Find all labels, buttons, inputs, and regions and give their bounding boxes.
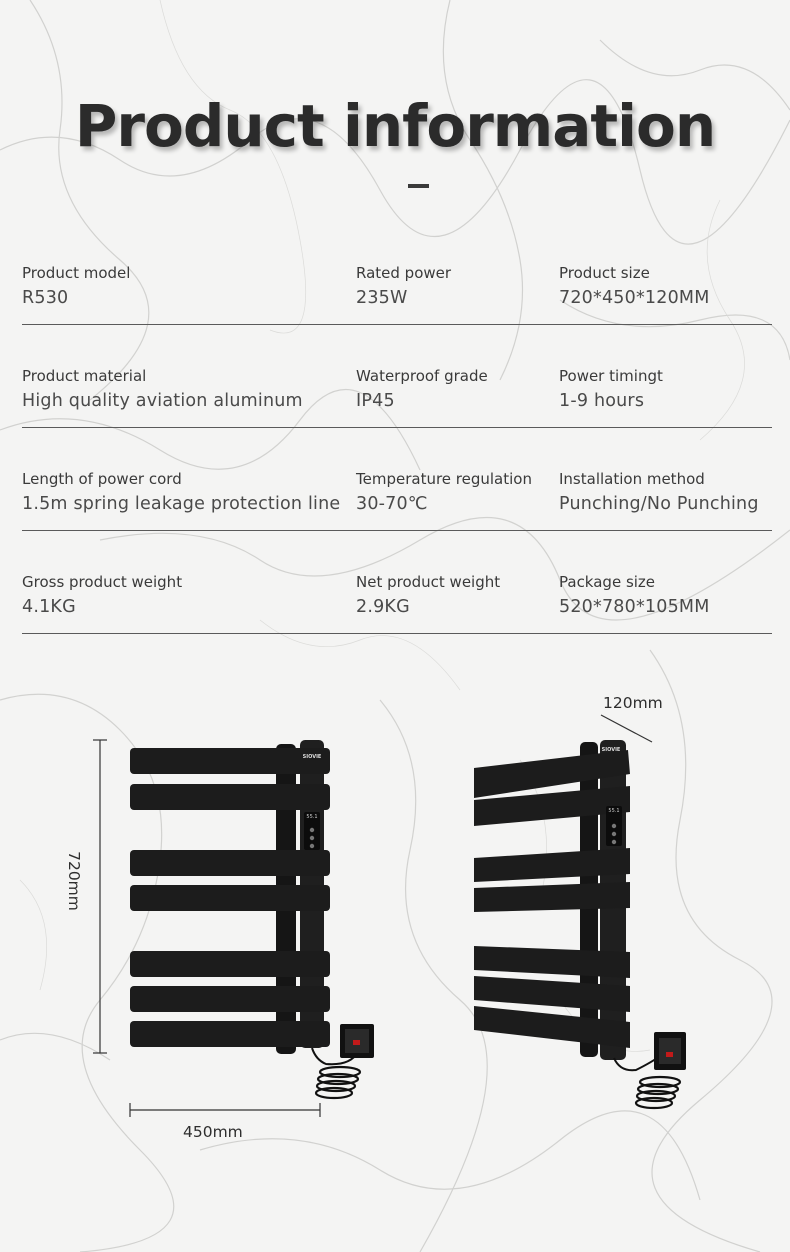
spec-label: Product model: [22, 264, 131, 282]
spec-label: Length of power cord: [22, 470, 182, 488]
spec-label: Waterproof grade: [356, 367, 488, 385]
page-title: Product information: [74, 92, 716, 160]
spec-label: Gross product weight: [22, 573, 183, 591]
spec-label: Rated power: [356, 264, 452, 282]
front-view-towel-rail: [93, 740, 374, 1117]
spec-value: 2.9KG: [356, 597, 410, 617]
spec-value: 720*450*120MM: [559, 288, 710, 308]
spec-label: Installation method: [559, 470, 705, 488]
angled-view-towel-rail: [474, 715, 686, 1108]
spec-value: High quality aviation aluminum: [22, 391, 303, 411]
height-dimension-label: 720mm: [65, 851, 83, 911]
spec-value: IP45: [356, 391, 395, 411]
spec-value: 520*780*105MM: [559, 597, 710, 617]
temperature-display-front: 55.1: [306, 814, 318, 820]
temperature-display-angled: 55.1: [608, 808, 620, 814]
spec-value: 1.5m spring leakage protection line: [22, 494, 341, 514]
width-dimension-label: 450mm: [183, 1123, 243, 1141]
spec-value: R530: [22, 288, 69, 308]
spec-value: 4.1KG: [22, 597, 76, 617]
spec-label: Product material: [22, 367, 147, 385]
spec-value: Punching/No Punching: [559, 494, 759, 514]
spec-value: 1-9 hours: [559, 391, 645, 411]
spec-label: Power timingt: [559, 367, 663, 385]
depth-dimension-label: 120mm: [603, 694, 663, 712]
brand-logo-angled: SIOVIE: [601, 747, 621, 753]
spec-value: 30-70℃: [356, 494, 428, 514]
spec-value: 235W: [356, 288, 408, 308]
spec-label: Package size: [559, 573, 656, 591]
spec-label: Product size: [559, 264, 650, 282]
brand-logo-front: SIOVIE: [302, 754, 322, 760]
spec-label: Temperature regulation: [356, 470, 532, 488]
spec-label: Net product weight: [356, 573, 501, 591]
